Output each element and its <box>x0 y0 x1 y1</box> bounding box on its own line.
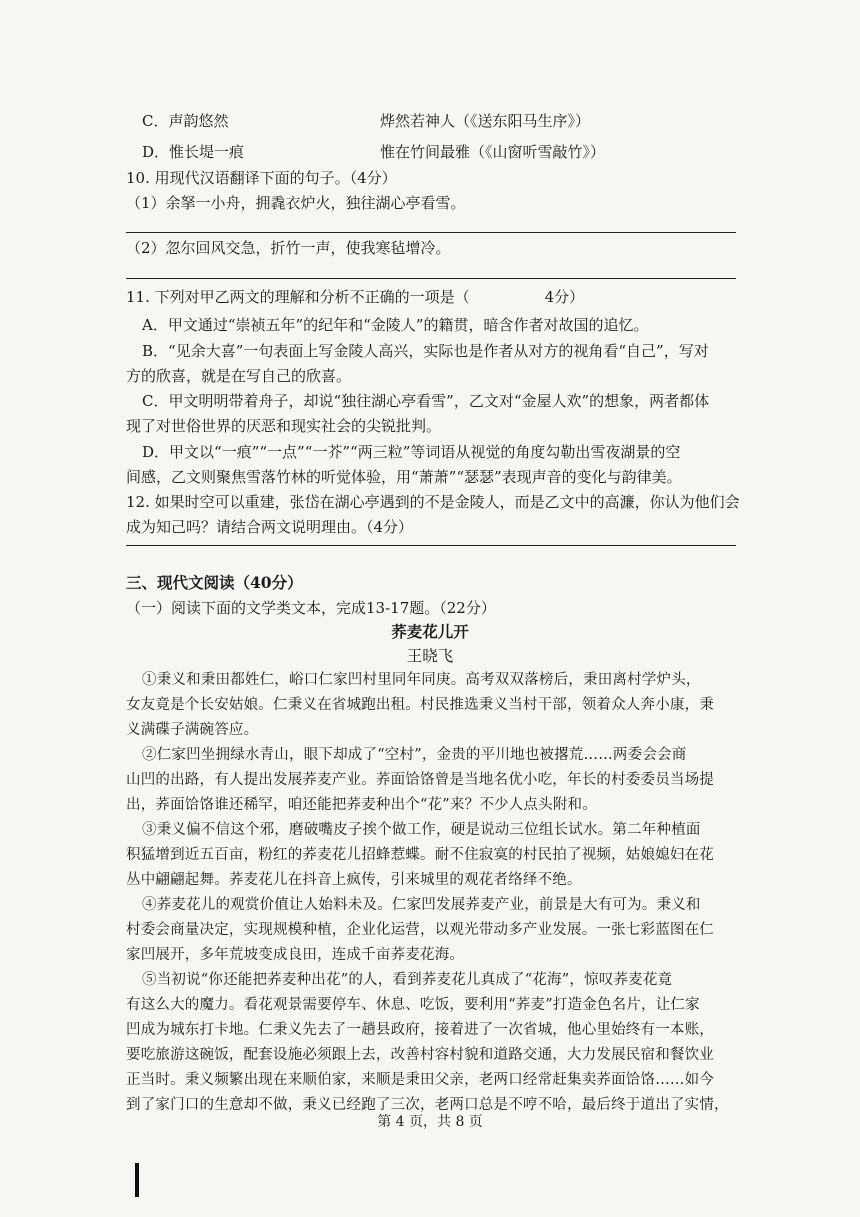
q11-option-a: A．甲文通过“崇祯五年”的纪年和“金陵人”的籍贯，暗含作者对故国的追忆。 <box>142 316 649 334</box>
q9-option-d-right: 惟在竹间最雅（《山窗听雪敲竹》） <box>380 143 606 161</box>
paragraph-line: 到了家门口的生意却不做，秉义已经跑了三次，老两口总是不哼不哈，最后终于道出了实情， <box>126 1097 729 1113</box>
q10-sentence-2: （2）忽尔回风交急，折竹一声，使我寒毡增冷。 <box>126 239 451 257</box>
q11-option-c: C．甲文明明带着舟子，却说“独往湖心亭看雪”，乙文对“金屋人欢”的想象，两者都体 <box>142 392 710 410</box>
q12-stem: 12. 如果时空可以重建，张岱在湖心亭遇到的不是金陵人，而是乙文中的高濂，你认为他们会 <box>126 493 740 511</box>
q11-option-b: B．“见余大喜”一句表面上写金陵人高兴，实际也是作者从对方的视角看“自己”，写对 <box>142 342 709 360</box>
q11-option-b-cont: 方的欣喜，就是在写自己的欣喜。 <box>126 367 352 385</box>
answer-line <box>126 545 736 546</box>
q10-stem: 10. 用现代汉语翻译下面的句子。（4分） <box>126 169 397 187</box>
paragraph-line: ②仁家凹坐拥绿水青山，眼下却成了“空村”，金贵的平川地也被撂荒……两委会会商 <box>142 747 687 763</box>
q9-option-d-left: D．惟长堤一痕 <box>142 143 245 161</box>
scan-margin-mark <box>135 1163 139 1197</box>
q9-option-c-right: 烨然若神人（《送东阳马生序》） <box>380 112 591 130</box>
q11-option-d: D．甲文以“一痕”“一点”“一芥”“两三粒”等词语从视觉的角度勾勒出雪夜湖景的空 <box>142 443 681 461</box>
paragraph-line: 出，荞面饸饹谁还稀罕，咱还能把荞麦种出个“花”来？不少人点头附和。 <box>126 797 597 813</box>
section-heading: 三、现代文阅读（40分） <box>126 573 303 592</box>
q11-option-d-cont: 间感，乙文则聚焦雪落竹林的听觉体验，用“萧萧”“瑟瑟”表现声音的变化与韵律美。 <box>126 468 682 486</box>
paragraph-line: 丛中翩翩起舞。荞麦花儿在抖音上疯传，引来城里的观花者络绎不绝。 <box>126 872 582 888</box>
paragraph-line: ⑤当初说“你还能把荞麦种出花”的人，看到荞麦花儿真成了“花海”，惊叹荞麦花竟 <box>142 972 673 988</box>
page-footer: 第 4 页，共 8 页 <box>377 1114 483 1130</box>
story-author: 王晓飞 <box>406 647 454 665</box>
paragraph-line: 村委会商量决定，实现规模种植，企业化运营，以观光带动多产业发展。一张七彩蓝图在仁 <box>126 922 714 938</box>
q12-stem-cont: 成为知己吗？请结合两文说明理由。（4分） <box>126 518 414 536</box>
story-title: 荞麦花儿开 <box>391 622 469 641</box>
paragraph-line: 积猛增到近五百亩，粉红的荞麦花儿招蜂惹蝶。耐不住寂寞的村民拍了视频，姑娘媳妇在花 <box>126 847 714 863</box>
paragraph-line: 有这么大的魔力。看花观景需要停车、休息、吃饭，要利用“荞麦”打造金色名片，让仁家 <box>126 997 700 1013</box>
q10-sentence-1: （1）余拏一小舟，拥毳衣炉火，独往湖心亭看雪。 <box>126 194 466 212</box>
paragraph-line: 义满碟子满碗答应。 <box>126 722 259 738</box>
paragraph-line: 山凹的出路，有人提出发展荞麦产业。荞面饸饹曾是当地名优小吃，年长的村委委员当场提 <box>126 772 714 788</box>
section-subheading: （一）阅读下面的文学类文本，完成13-17题。（22分） <box>126 599 496 617</box>
answer-line <box>126 232 736 233</box>
paragraph-line: 家凹展开，多年荒坡变成良田，连成千亩荞麦花海。 <box>126 947 465 963</box>
q11-option-c-cont: 现了对世俗世界的厌恶和现实社会的尖锐批判。 <box>126 417 442 435</box>
paragraph-line: ①秉义和秉田都姓仁，峪口仁家凹村里同年同庚。高考双双落榜后，秉田离村学炉头， <box>142 672 701 688</box>
paragraph-line: ③秉义偏不信这个邪，磨破嘴皮子挨个做工作，硬是说动三位组长试水。第二年种植面 <box>142 822 701 838</box>
paragraph-line: 要吃旅游这碗饭，配套设施必须跟上去，改善村容村貌和道路交通，大力发展民宿和餐饮业 <box>126 1047 714 1063</box>
paragraph-line: 凹成为城东打卡地。仁秉义先去了一趟县政府，接着进了一次省城，他心里始终有一本账， <box>126 1022 714 1038</box>
q11-stem: 11. 下列对甲乙两文的理解和分析不正确的一项是（ 4分） <box>126 288 585 306</box>
answer-line <box>126 278 736 279</box>
q9-option-c-left: C．声韵悠然 <box>142 112 229 130</box>
paragraph-line: ④荞麦花儿的观赏价值让人始料未及。仁家凹发展荞麦产业，前景是大有可为。秉义和 <box>142 897 701 913</box>
paragraph-line: 女友竟是个长安姑娘。仁秉义在省城跑出租。村民推选秉义当村干部，领着众人奔小康，秉 <box>126 697 714 713</box>
paragraph-line: 正当时。秉义频繁出现在来顺伯家，来顺是秉田父亲，老两口经常赶集卖荞面饸饹……如今 <box>126 1072 714 1088</box>
